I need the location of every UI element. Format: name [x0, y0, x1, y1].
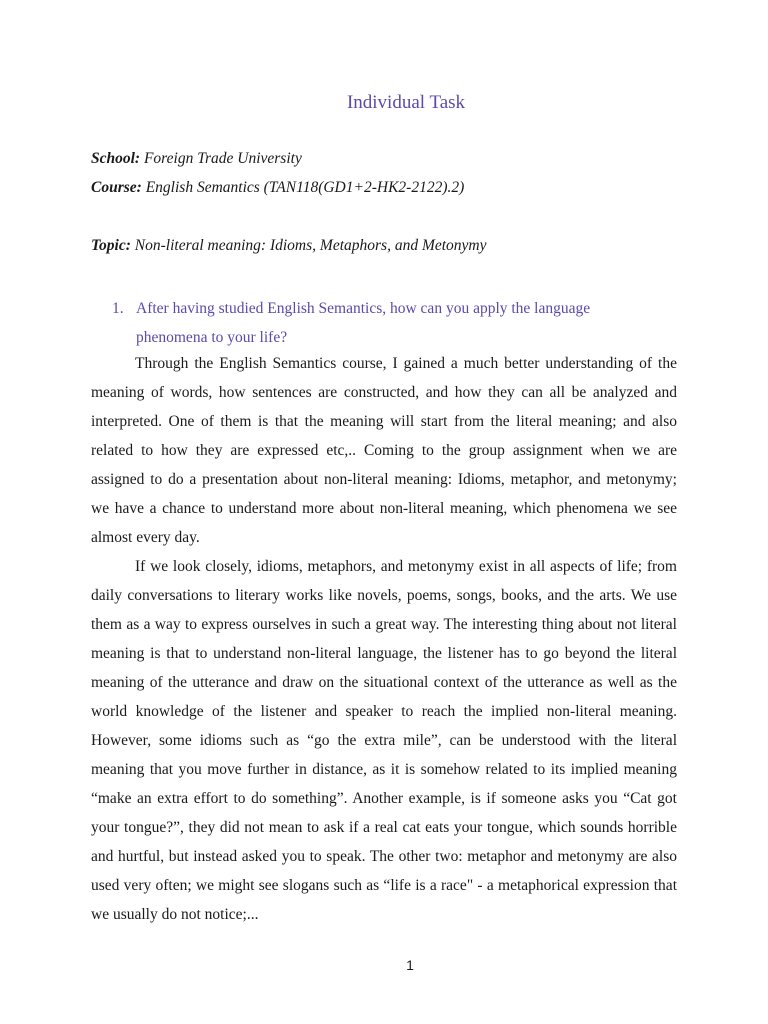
topic-value: Non-literal meaning: Idioms, Metaphors, and Metonymy	[130, 237, 487, 254]
course-line	[91, 179, 464, 197]
page-number: 1	[406, 957, 414, 973]
paragraph: Through the English Semantics course, I gained a much better understanding of the meaning of words, how sentences are constructed, and how they can all be analyzed and interpreted. One of them is that the meaning will start from the literal meaning; and also related to how they are expressed etc,.. Coming to the group assignment when we are assigned to do a presentation about non-literal meaning: Idioms, metaphor, and metonymy; we have a chance to understand more about non-literal meaning, which phenomena we see almost every day.	[91, 355, 677, 546]
school-label: School:	[91, 150, 141, 167]
school-value: Foreign Trade University	[140, 150, 302, 167]
school-line	[91, 150, 302, 168]
question-text: After having studied English Semantics, how can you apply the language phenomena to your life?	[136, 300, 591, 346]
course-label: Course:	[91, 179, 142, 196]
document-title: Individual Task	[346, 92, 466, 113]
course-value: English Semantics (TAN118(GD1+2-HK2-2122).2)	[141, 179, 465, 196]
question-number: 1.	[112, 300, 124, 317]
question-item	[112, 294, 652, 352]
topic-line	[91, 237, 487, 255]
paragraph: If we look closely, idioms, metaphors, and metonymy exist in all aspects of life; from daily conversations to literary works like novels, poems, songs, books, and the arts. We use them as a way to express ourselves in such a great way. The interesting thing about not literal meaning is that to understand non-literal language, the listener has to go beyond the literal meaning of the utterance and draw on the situational context of the utterance as well as the world knowledge of the listener and speaker to reach the implied non-literal meaning. However, some idioms such as “go the extra mile”, can be understood with the literal meaning that you move further in distance, as it is somehow related to its implied meaning “make an extra effort to do something”. Another example, is if someone asks you “Cat got your tongue?”, they did not mean to ask if a real cat eats your tongue, which sounds horrible and hurtful, but instead asked you to speak. The other two: metaphor and metonymy are also used very often; we might see slogans such as “life is a race" - a metaphorical expression that we usually do not notice;...	[91, 558, 677, 923]
topic-label: Topic:	[91, 237, 131, 254]
